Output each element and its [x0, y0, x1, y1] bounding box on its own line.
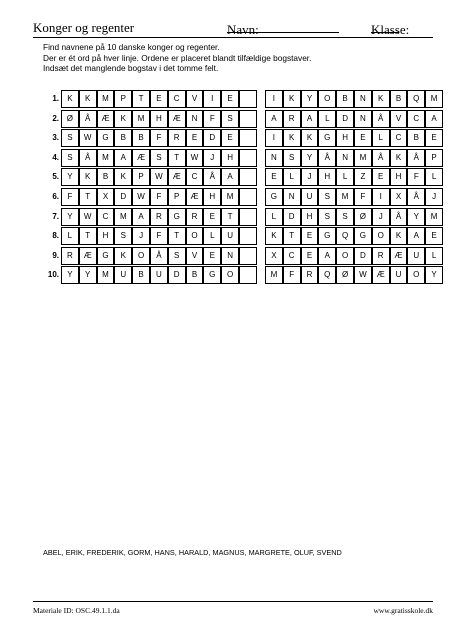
letter-cell: K	[390, 227, 408, 245]
missing-letter-cell[interactable]	[239, 90, 257, 108]
letter-cell: Æ	[168, 110, 186, 128]
letter-cell: U	[301, 188, 319, 206]
letter-cell: R	[186, 208, 204, 226]
letter-cell: E	[221, 90, 239, 108]
letter-cell: E	[301, 247, 319, 265]
letter-cell: C	[390, 129, 408, 147]
worksheet-header	[33, 18, 433, 38]
letter-cell: T	[79, 227, 97, 245]
letter-cell: Å	[79, 149, 97, 167]
letter-cell: Y	[79, 266, 97, 284]
letter-cell: G	[318, 129, 336, 147]
letter-cell: M	[97, 90, 115, 108]
letter-cell: K	[114, 110, 132, 128]
letter-cell: K	[390, 149, 408, 167]
letter-cell: G	[265, 188, 283, 206]
letter-cell: I	[203, 90, 221, 108]
letter-cell: B	[114, 129, 132, 147]
letter-cell: E	[301, 227, 319, 245]
letter-cell: N	[186, 110, 204, 128]
letter-cell: L	[372, 129, 390, 147]
instruction-line: Der er ét ord på hver linje. Ordene er placeret blandt tilfældige bogstaver.	[43, 52, 312, 63]
letter-cell: M	[132, 110, 150, 128]
letter-cell: T	[283, 227, 301, 245]
letter-cell: O	[407, 266, 425, 284]
letter-cell: A	[221, 168, 239, 186]
missing-letter-cell[interactable]	[239, 247, 257, 265]
letter-cell: C	[186, 168, 204, 186]
letter-cell: F	[61, 188, 79, 206]
letter-cell: G	[97, 129, 115, 147]
letter-cell: S	[221, 110, 239, 128]
letter-cell: C	[283, 247, 301, 265]
letter-cell: P	[168, 188, 186, 206]
letter-cell: P	[425, 149, 443, 167]
letter-cell: S	[318, 188, 336, 206]
letter-cell: Ø	[354, 208, 372, 226]
letter-cell: Å	[203, 168, 221, 186]
letter-cell: K	[79, 90, 97, 108]
letter-cell: S	[150, 149, 168, 167]
letter-cell: Å	[79, 110, 97, 128]
letter-cell: E	[221, 129, 239, 147]
letter-cell: H	[203, 188, 221, 206]
letter-cell: Q	[336, 227, 354, 245]
letter-cell: A	[265, 110, 283, 128]
letter-cell: K	[372, 90, 390, 108]
row-number: 9.	[52, 250, 59, 260]
letter-cell: H	[150, 110, 168, 128]
letter-cell: E	[372, 168, 390, 186]
letter-cell: F	[407, 168, 425, 186]
letter-cell: R	[61, 247, 79, 265]
letter-cell: V	[390, 110, 408, 128]
letter-cell: W	[79, 129, 97, 147]
letter-cell: H	[390, 168, 408, 186]
letter-cell: W	[150, 168, 168, 186]
letter-cell: M	[265, 266, 283, 284]
letter-cell: M	[425, 208, 443, 226]
letter-cell: E	[265, 168, 283, 186]
letter-cell: E	[203, 247, 221, 265]
letter-cell: G	[168, 208, 186, 226]
letter-cell: J	[372, 208, 390, 226]
letter-cell: M	[114, 208, 132, 226]
letter-cell: S	[168, 247, 186, 265]
letter-cell: Æ	[97, 110, 115, 128]
letter-cell: F	[150, 188, 168, 206]
letter-cell: L	[336, 168, 354, 186]
letter-cell: G	[354, 227, 372, 245]
letter-cell: D	[114, 188, 132, 206]
letter-cell: Y	[61, 168, 79, 186]
letter-cell: D	[354, 247, 372, 265]
instructions	[43, 42, 423, 74]
row-number: 8.	[52, 231, 59, 241]
letter-cell: N	[265, 149, 283, 167]
letter-cell: F	[283, 266, 301, 284]
letter-cell: B	[132, 129, 150, 147]
letter-cell: K	[283, 129, 301, 147]
letter-cell: W	[186, 149, 204, 167]
missing-letter-cell[interactable]	[239, 129, 257, 147]
letter-cell: G	[318, 227, 336, 245]
letter-cell: X	[97, 188, 115, 206]
letter-cell: U	[390, 266, 408, 284]
letter-cell: J	[132, 227, 150, 245]
letter-cell: R	[283, 110, 301, 128]
letter-cell: D	[336, 110, 354, 128]
letter-cell: Å	[390, 208, 408, 226]
letter-cell: B	[407, 129, 425, 147]
letter-cell: Å	[407, 188, 425, 206]
letter-cell: Æ	[168, 168, 186, 186]
letter-cell: U	[150, 266, 168, 284]
letter-cell: B	[186, 266, 204, 284]
letter-cell: R	[168, 129, 186, 147]
letter-cell: M	[221, 188, 239, 206]
letter-cell: U	[407, 247, 425, 265]
website-link[interactable]: www.gratisskole.dk	[373, 606, 433, 615]
letter-cell: E	[150, 90, 168, 108]
name-line[interactable]	[227, 22, 339, 33]
letter-cell: M	[97, 266, 115, 284]
letter-cell: S	[318, 208, 336, 226]
letter-cell: S	[336, 208, 354, 226]
letter-cell: N	[221, 247, 239, 265]
letter-cell: W	[132, 188, 150, 206]
row-number: 2.	[52, 113, 59, 123]
class-label: Klasse:	[371, 22, 410, 37]
letter-cell: E	[354, 129, 372, 147]
letter-cell: Æ	[79, 247, 97, 265]
letter-cell: Æ	[372, 266, 390, 284]
letter-cell: A	[425, 110, 443, 128]
letter-cell: Q	[318, 266, 336, 284]
letter-cell: Y	[301, 90, 319, 108]
missing-letter-cell[interactable]	[239, 110, 257, 128]
letter-cell: A	[407, 227, 425, 245]
letter-cell: C	[97, 208, 115, 226]
letter-cell: H	[301, 208, 319, 226]
letter-cell: M	[425, 90, 443, 108]
letter-cell: I	[265, 90, 283, 108]
letter-cell: B	[390, 90, 408, 108]
letter-cell: B	[97, 168, 115, 186]
row-number: 10.	[47, 270, 59, 280]
letter-cell: Æ	[390, 247, 408, 265]
letter-cell: R	[150, 208, 168, 226]
letter-cell: H	[97, 227, 115, 245]
letter-cell: T	[79, 188, 97, 206]
letter-cell: B	[336, 90, 354, 108]
letter-cell: R	[372, 247, 390, 265]
letter-cell: A	[318, 247, 336, 265]
letter-cell: L	[425, 168, 443, 186]
letter-cell: Å	[150, 247, 168, 265]
instruction-line: Indsæt det manglende bogstav i det tomme felt.	[43, 63, 219, 73]
letter-cell: C	[407, 110, 425, 128]
word-list: ABEL, ERIK, FREDERIK, GORM, HANS, HARALD, MAGNUS, MARGRETE, OLUF, SVEND	[43, 548, 342, 557]
letter-cell: Q	[407, 90, 425, 108]
row-number: 1.	[52, 94, 59, 103]
letter-cell: N	[336, 149, 354, 167]
letter-cell: I	[265, 129, 283, 147]
letter-cell: Å	[318, 149, 336, 167]
letter-cell: F	[203, 110, 221, 128]
letter-cell: D	[203, 129, 221, 147]
letter-cell: O	[318, 90, 336, 108]
letter-cell: K	[265, 227, 283, 245]
row-number: 5.	[52, 172, 59, 182]
letter-cell: X	[265, 247, 283, 265]
letter-cell: A	[301, 110, 319, 128]
letter-cell: L	[265, 208, 283, 226]
letter-cell: G	[203, 266, 221, 284]
letter-cell: E	[203, 208, 221, 226]
letter-cell: S	[61, 129, 79, 147]
page-footer	[33, 601, 433, 621]
letter-cell: L	[283, 168, 301, 186]
letter-cell: B	[132, 266, 150, 284]
letter-cell: Y	[61, 208, 79, 226]
letter-cell: A	[114, 149, 132, 167]
letter-cell: D	[283, 208, 301, 226]
row-number: 6.	[52, 192, 59, 201]
instruction-line: Find navnene på 10 danske konger og regenter.	[43, 42, 220, 52]
letter-cell: Æ	[132, 149, 150, 167]
letter-cell: O	[221, 266, 239, 284]
letter-cell: T	[168, 227, 186, 245]
letter-cell: F	[150, 227, 168, 245]
row-number: 7.	[52, 211, 59, 221]
letter-cell: G	[97, 247, 115, 265]
letter-cell: K	[61, 90, 79, 108]
letter-cell: U	[114, 266, 132, 284]
letter-cell: Å	[372, 110, 390, 128]
letter-cell: P	[114, 90, 132, 108]
letter-cell: N	[354, 90, 372, 108]
worksheet-title: Konger og regenter	[33, 20, 135, 35]
letter-cell: O	[132, 247, 150, 265]
letter-cell: S	[114, 227, 132, 245]
letter-cell: W	[79, 208, 97, 226]
letter-cell: Æ	[186, 188, 204, 206]
letter-cell: Y	[407, 208, 425, 226]
letter-cell: K	[79, 168, 97, 186]
letter-cell: F	[354, 188, 372, 206]
letter-cell: D	[168, 266, 186, 284]
letter-cell: E	[425, 227, 443, 245]
letter-cell: O	[336, 247, 354, 265]
letter-cell: H	[318, 168, 336, 186]
letter-cell: K	[114, 247, 132, 265]
letter-cell: L	[318, 110, 336, 128]
letter-cell: P	[132, 168, 150, 186]
letter-cell: Å	[372, 149, 390, 167]
letter-cell: S	[61, 149, 79, 167]
letter-cell: Å	[407, 149, 425, 167]
letter-cell: T	[221, 208, 239, 226]
letter-cell: K	[114, 168, 132, 186]
letter-cell: T	[132, 90, 150, 108]
letter-cell: H	[336, 129, 354, 147]
letter-cell: L	[425, 247, 443, 265]
letter-cell: S	[283, 149, 301, 167]
letter-cell: X	[390, 188, 408, 206]
missing-letter-cell[interactable]	[239, 149, 257, 167]
letter-cell: Ø	[61, 110, 79, 128]
letter-cell: J	[425, 188, 443, 206]
letter-cell: L	[203, 227, 221, 245]
missing-letter-cell[interactable]	[239, 266, 257, 284]
letter-cell: Y	[61, 266, 79, 284]
letter-cell: V	[186, 90, 204, 108]
letter-cell: F	[150, 129, 168, 147]
letter-cell: Y	[425, 266, 443, 284]
name-label: Navn:	[227, 22, 259, 37]
letter-cell: N	[283, 188, 301, 206]
letter-cell: J	[203, 149, 221, 167]
letter-cell: K	[301, 129, 319, 147]
letter-cell: V	[186, 247, 204, 265]
material-id: Materiale ID: OSC.49.1.1.da	[33, 606, 120, 615]
missing-letter-cell[interactable]	[239, 208, 257, 226]
letter-cell: E	[425, 129, 443, 147]
letter-cell: M	[97, 149, 115, 167]
letter-cell: M	[336, 188, 354, 206]
letter-cell: W	[354, 266, 372, 284]
letter-cell: A	[132, 208, 150, 226]
letter-cell: M	[354, 149, 372, 167]
letter-cell: R	[301, 266, 319, 284]
letter-cell: C	[168, 90, 186, 108]
letter-cell: Z	[354, 168, 372, 186]
missing-letter-cell[interactable]	[239, 188, 257, 206]
letter-cell: U	[221, 227, 239, 245]
row-number: 4.	[52, 152, 59, 162]
missing-letter-cell[interactable]	[239, 227, 257, 245]
letter-cell: T	[168, 149, 186, 167]
letter-cell: Y	[301, 149, 319, 167]
letter-cell: O	[186, 227, 204, 245]
letter-cell: N	[354, 110, 372, 128]
letter-cell: I	[372, 188, 390, 206]
letter-cell: H	[221, 149, 239, 167]
class-line[interactable]	[371, 22, 399, 33]
row-number: 3.	[52, 133, 59, 143]
letter-cell: E	[186, 129, 204, 147]
letter-cell: O	[372, 227, 390, 245]
letter-cell: Ø	[336, 266, 354, 284]
letter-cell: L	[61, 227, 79, 245]
letter-cell: J	[301, 168, 319, 186]
letter-cell: K	[283, 90, 301, 108]
missing-letter-cell[interactable]	[239, 168, 257, 186]
